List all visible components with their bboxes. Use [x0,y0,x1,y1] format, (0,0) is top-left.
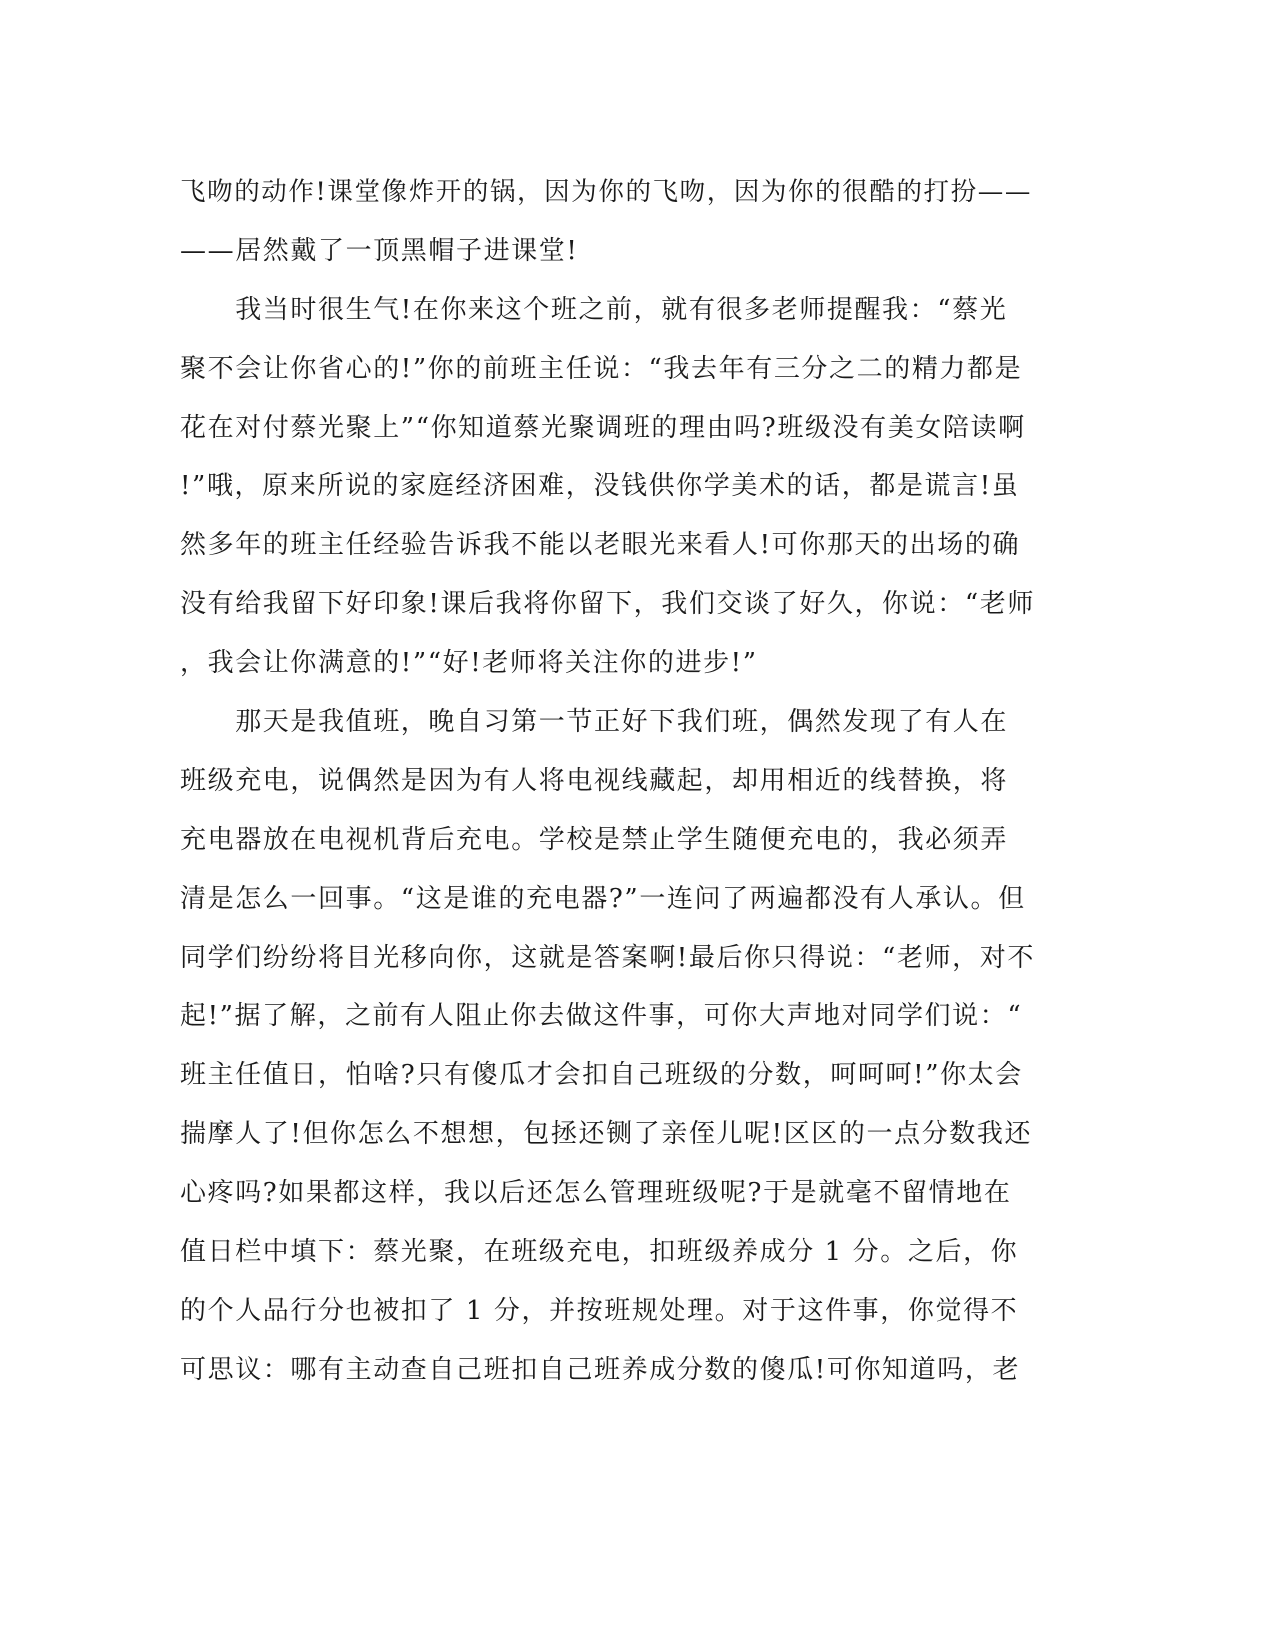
text-line: 的个人品行分也被扣了 1 分，并按班规处理。对于这件事，你觉得不 [180,1295,1019,1326]
text-line: !”哦，原来所说的家庭经济困难，没钱供你学美术的话，都是谎言!虽 [180,471,1020,502]
text-line: 我当时很生气!在你来这个班之前，就有很多老师提醒我：“蔡光 [180,294,1008,325]
text-line: 心疼吗?如果都这样，我以后还怎么管理班级呢?于是就毫不留情地在 [180,1178,1012,1209]
text-line: 揣摩人了!但你怎么不想想，包拯还铡了亲侄儿呢!区区的一点分数我还 [180,1119,1033,1150]
text-line: 值日栏中填下：蔡光聚，在班级充电，扣班级养成分 1 分。之后，你 [180,1237,1019,1268]
body-text [180,163,1040,1400]
text-line: 清是怎么一回事。“这是谁的充电器?”一连问了两遍都没有人承认。但 [180,883,1026,914]
text-line: 充电器放在电视机背后充电。学校是禁止学生随便充电的，我必须弄 [180,824,1009,855]
text-line: ——居然戴了一顶黑帽子进课堂! [180,235,579,266]
text-line: 可思议：哪有主动查自己班扣自己班养成分数的傻瓜!可你知道吗，老 [180,1354,1021,1385]
text-line: 同学们纷纷将目光移向你，这就是答案啊!最后你只得说：“老师，对不 [180,942,1035,973]
text-line: 聚不会让你省心的!”你的前班主任说：“我去年有三分之二的精力都是 [180,353,1023,384]
text-line: ，我会让你满意的!”“好!老师将关注你的进步!” [180,648,758,679]
text-line: 班级充电，说偶然是因为有人将电视线藏起，却用相近的线替换，将 [180,765,1009,796]
text-line: 起!”据了解，之前有人阻止你去做这件事，可你大声地对同学们说：“ [180,1001,1023,1032]
text-line: 那天是我值班，晚自习第一节正好下我们班，偶然发现了有人在 [180,707,1009,738]
text-line: 然多年的班主任经验告诉我不能以老眼光来看人!可你那天的出场的确 [180,530,1021,561]
text-line: 花在对付蔡光聚上”“你知道蔡光聚调班的理由吗?班级没有美女陪读啊 [180,412,1026,443]
text-line: 班主任值日，怕啥?只有傻瓜才会扣自己班级的分数，呵呵呵!”你太会 [180,1060,1023,1091]
text-line: 飞吻的动作!课堂像炸开的锅，因为你的飞吻，因为你的很酷的打扮—— [180,177,1032,207]
text-line: 没有给我留下好印象!课后我将你留下，我们交谈了好久，你说：“老师 [180,589,1035,620]
